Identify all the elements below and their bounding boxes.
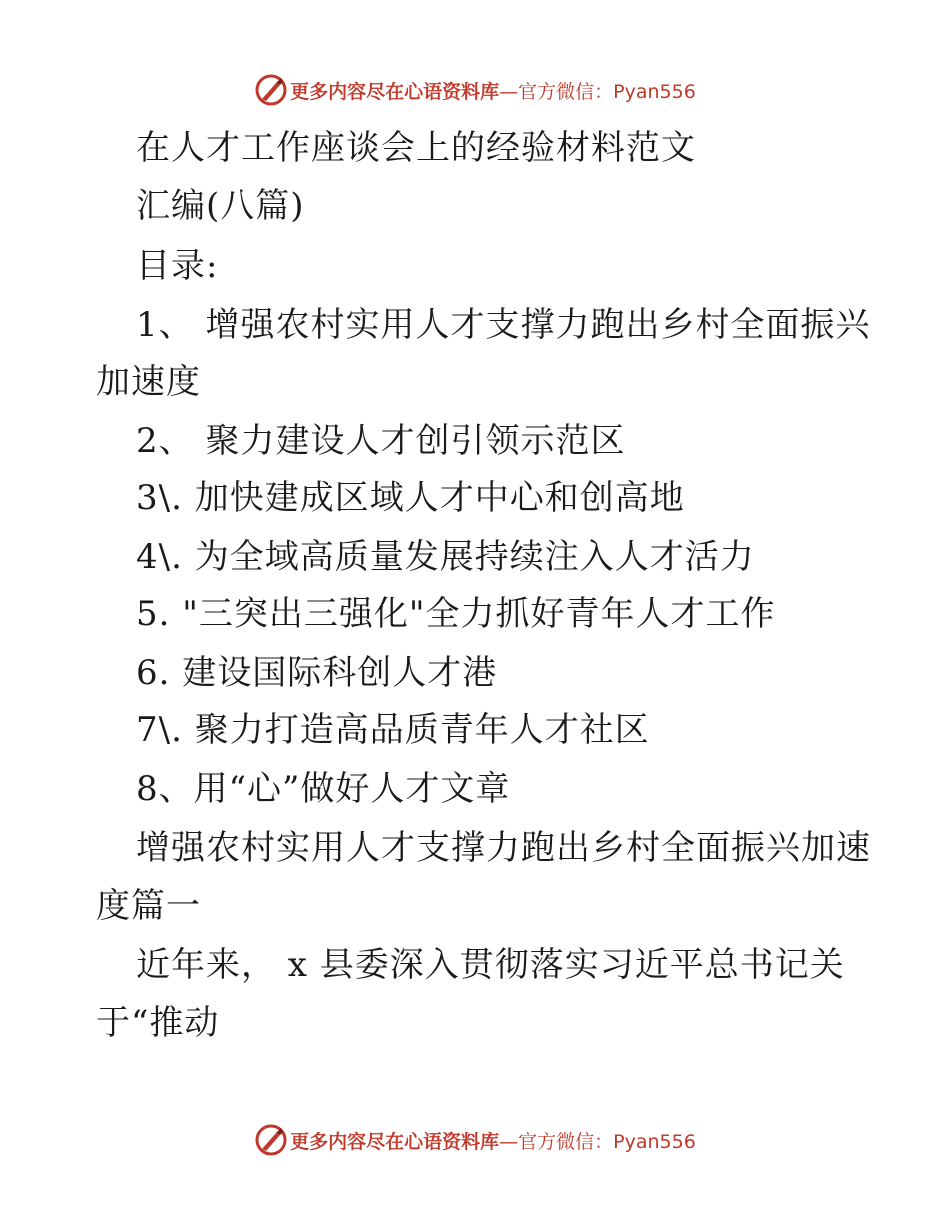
body-paragraph-line-1: 近年来， x 县委深入贯彻落实习近平总书记关 bbox=[136, 945, 845, 985]
body-paragraph-line-2: 于“推动 bbox=[96, 1003, 220, 1043]
toc-item-3: 3\. 加快建成区域人才中心和创高地 bbox=[136, 478, 685, 518]
toc-item-2: 2、 聚力建设人才创引领示范区 bbox=[136, 421, 626, 461]
toc-item-8: 8、用“心”做好人才文章 bbox=[136, 769, 511, 809]
toc-item-4: 4\. 为全域高质量发展持续注入人才活力 bbox=[136, 537, 755, 577]
pen-logo-icon bbox=[254, 1123, 288, 1157]
section-heading-line-1: 增强农村实用人才支撑力跑出乡村全面振兴加速 bbox=[136, 828, 871, 868]
toc-item-6: 6. 建设国际科创人才港 bbox=[136, 653, 498, 693]
pen-logo-icon bbox=[254, 73, 288, 107]
section-heading-line-2: 度篇一 bbox=[96, 886, 201, 926]
banner-wechat: —官方微信：Pyan556 bbox=[499, 80, 696, 103]
header-banner bbox=[0, 70, 950, 110]
banner-wechat: —官方微信：Pyan556 bbox=[499, 1130, 696, 1153]
footer-banner bbox=[0, 1120, 950, 1160]
toc-item-5: 5. "三突出三强化"全力抓好青年人才工作 bbox=[136, 594, 776, 634]
toc-label: 目录: bbox=[136, 246, 219, 286]
toc-item-1-continued: 加速度 bbox=[96, 362, 201, 402]
banner-text: 更多内容尽在心语资料库 bbox=[290, 1130, 500, 1153]
banner-text: 更多内容尽在心语资料库 bbox=[290, 80, 500, 103]
toc-item-7: 7\. 聚力打造高品质青年人才社区 bbox=[136, 710, 650, 750]
document-title-line-1: 在人才工作座谈会上的经验材料范文 bbox=[136, 128, 696, 168]
toc-item-1: 1、 增强农村实用人才支撑力跑出乡村全面振兴 bbox=[136, 305, 871, 345]
document-title-line-2: 汇编(八篇) bbox=[136, 186, 305, 226]
